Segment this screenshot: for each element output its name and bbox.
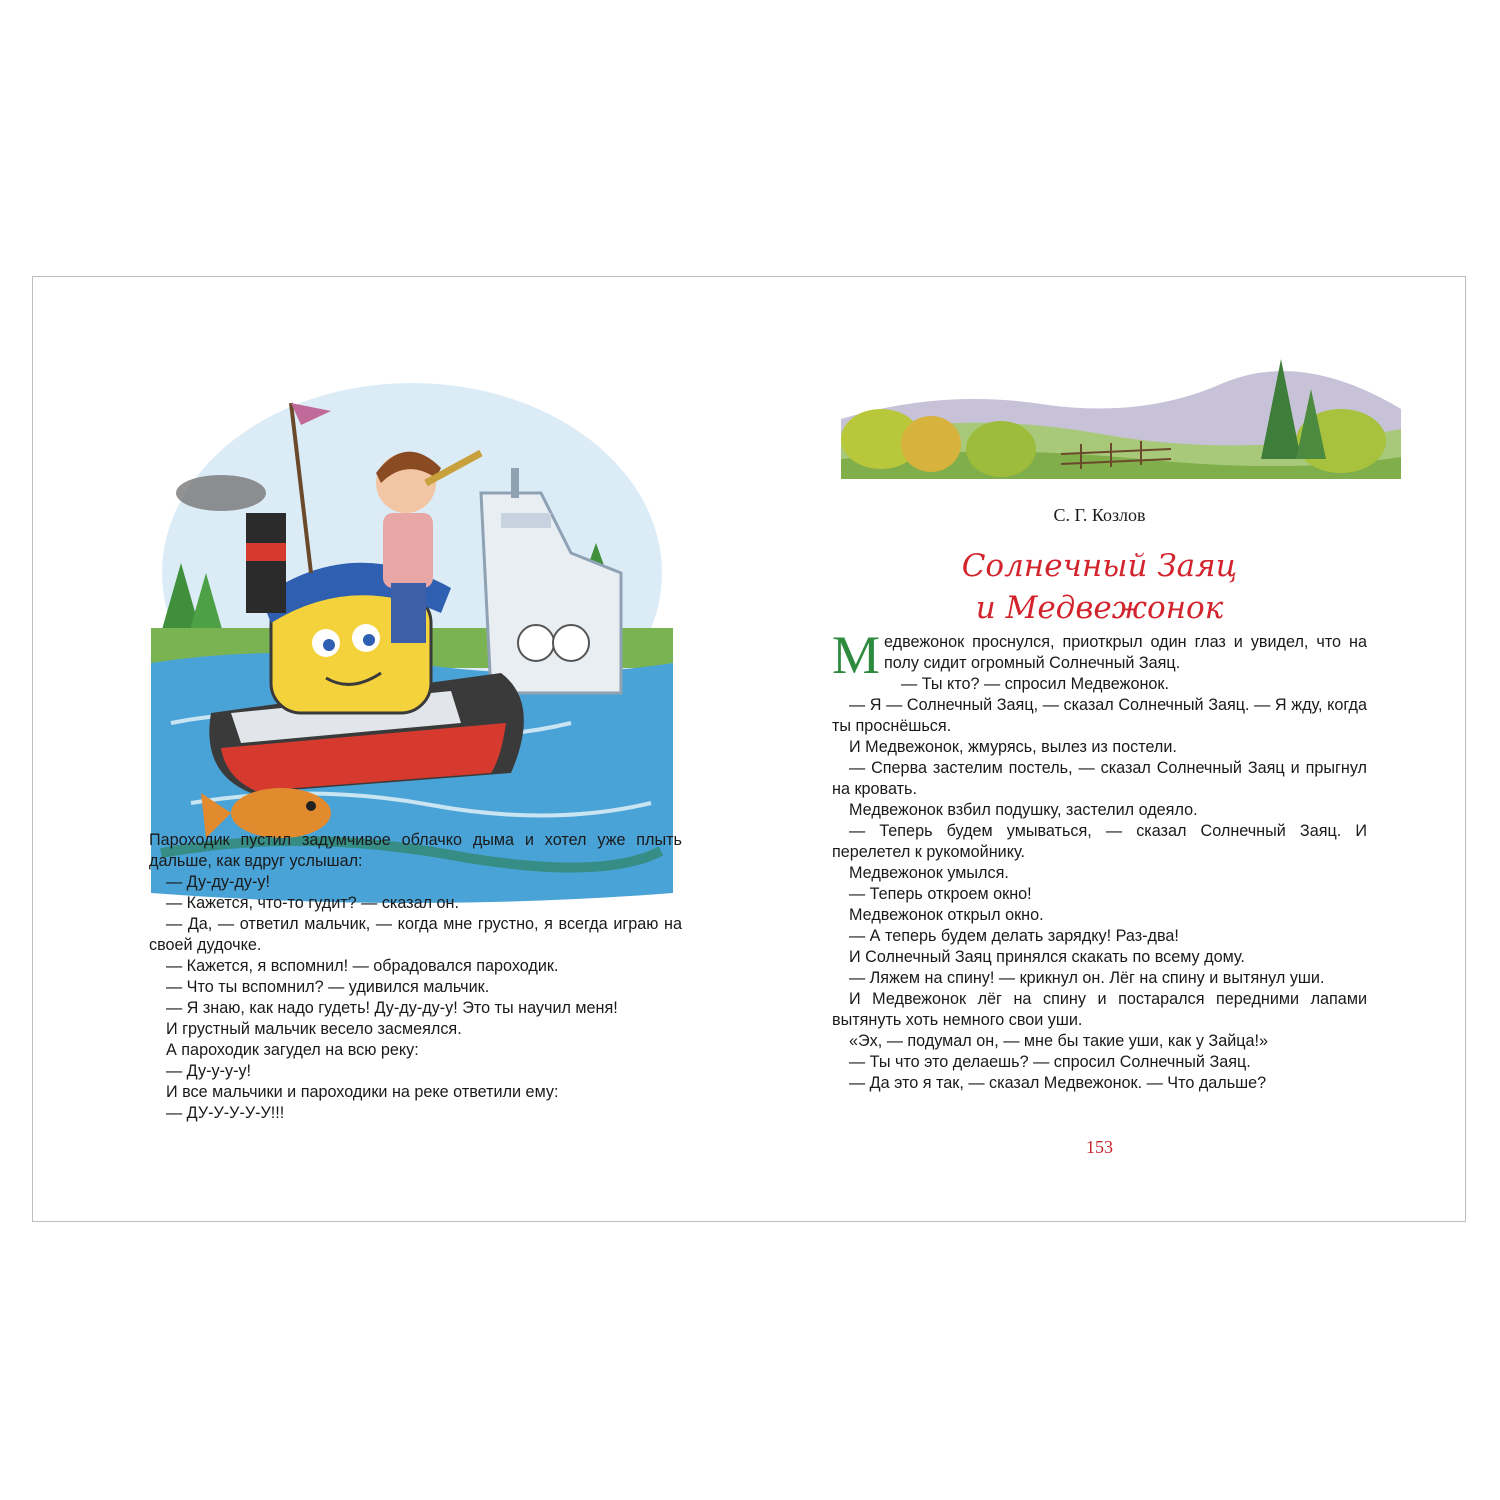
paragraph: — Ты кто? — спросил Медвежонок.: [901, 675, 1169, 693]
paragraph: — Да, — ответил мальчик, — когда мне грустно, я всегда играю на своей дудочке.: [149, 915, 682, 954]
paragraph: — Ты что это делаешь? — спросил Солнечный Заяц.: [849, 1053, 1251, 1071]
paragraph: Медвежонок взбил подушку, застелил одеяло.: [849, 801, 1198, 819]
story-title: [832, 545, 1367, 629]
paragraph: «Эх, — подумал он, — мне бы такие уши, как у Зайца!»: [849, 1032, 1269, 1050]
paragraph: — А теперь будем делать зарядку! Раз-два!: [849, 927, 1179, 945]
paragraph: — Кажется, я вспомнил! — обрадовался пароходик.: [166, 957, 559, 975]
paragraph: Медвежонок умылся.: [849, 864, 1009, 882]
paragraph: И грустный мальчик весело засмеялся.: [166, 1020, 462, 1038]
page-number: 153: [1086, 1137, 1113, 1157]
author-name: С. Г. Козлов: [1053, 505, 1146, 525]
paragraph: — Сперва застелим постель, — сказал Солнечный Заяц и прыгнул на кровать.: [832, 759, 1367, 798]
paragraph: Пароходик пустил задумчивое облачко дыма и хотел уже плыть дальше, как вдруг услышал:: [149, 831, 682, 870]
paragraph: И Медвежонок, жмурясь, вылез из постели.: [849, 738, 1177, 756]
title-line-2: и Медвежонок: [975, 590, 1224, 626]
paragraph: — Теперь будем умываться, — сказал Солнечный Заяц. И перелетел к рукомойнику.: [832, 822, 1367, 861]
paragraph: — Я знаю, как надо гудеть! Ду-ду-ду-у! Это ты научил меня!: [166, 999, 618, 1017]
paragraph: — ДУ-У-У-У-У!!!: [166, 1104, 285, 1122]
paragraph: — Да это я так, — сказал Медвежонок. — Что дальше?: [849, 1074, 1267, 1092]
left-page-text: [149, 830, 682, 1124]
paragraph: — Ду-у-у-у!: [166, 1062, 252, 1080]
paragraph: И Солнечный Заяц принялся скакать по всему дому.: [849, 948, 1245, 966]
paragraph: А пароходик загудел на всю реку:: [166, 1041, 419, 1059]
paragraph: — Я — Солнечный Заяц, — сказал Солнечный Заяц. — Я жду, когда ты проснёшься.: [832, 696, 1367, 735]
book-spread: [32, 276, 1466, 1222]
paragraph: — Кажется, что-то гудит? — сказал он.: [166, 894, 459, 912]
landscape-banner-illustration: [841, 349, 1401, 479]
paragraph: — Ду-ду-ду-у!: [166, 873, 270, 891]
paragraph: — Что ты вспомнил? — удивился мальчик.: [166, 978, 490, 996]
boy-on-tugboat-illustration: [151, 373, 673, 903]
first-paragraph-text: едвежонок проснулся, приоткрыл один глаз и увидел, что на полу сидит огромный Солнечный Заяц.: [884, 633, 1367, 672]
drop-cap: М: [832, 625, 881, 685]
paragraph: — Ляжем на спину! — крикнул он. Лёг на спину и вытянул уши.: [849, 969, 1325, 987]
title-line-1: Солнечный Заяц: [961, 548, 1238, 584]
right-page-text: [832, 625, 1367, 1094]
paragraph: — Теперь откроем окно!: [849, 885, 1032, 903]
paragraph: И все мальчики и пароходики на реке ответили ему:: [166, 1083, 559, 1101]
paragraph: Медвежонок открыл окно.: [849, 906, 1044, 924]
paragraph: И Медвежонок лёг на спину и постарался передними лапами вытянуть хоть немного свои уши.: [832, 990, 1367, 1029]
